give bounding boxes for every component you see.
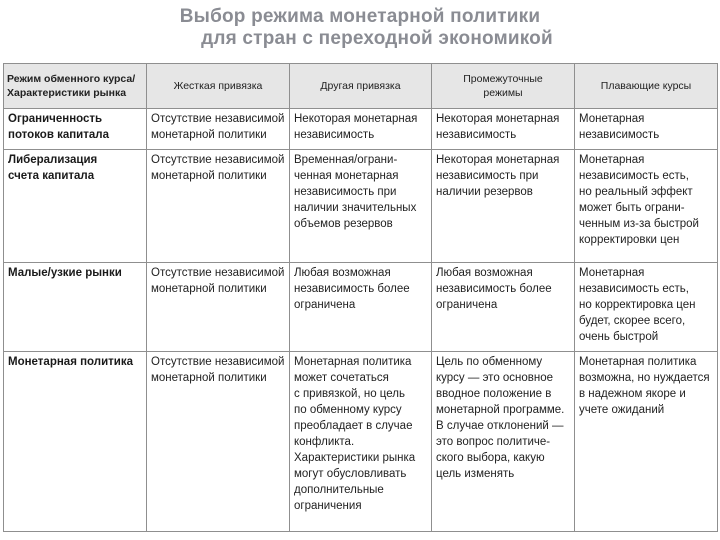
table-cell: Отсутствие независимой монетарной политики	[147, 109, 290, 150]
table-cell: Монетарная независимость	[575, 109, 718, 150]
policy-table	[3, 63, 718, 532]
table-cell: Отсутствие независимой монетарной политики	[147, 263, 290, 352]
title-line-2: для стран с переходной экономикой	[201, 28, 553, 49]
table-header-row	[4, 64, 718, 109]
table-cell: Цель по обменному курсу — это основное вводное положение в монетарной программе. В случае отклонений — это вопрос политиче- ского выбора, какую цель изменять	[432, 352, 575, 532]
table-cell: Монетарная независимость есть, но реальный эффект может быть ограни- ченным из-за быстрой корректировки цен	[575, 150, 718, 263]
table-cell: Некоторая монетарная независимость при наличии резервов	[432, 150, 575, 263]
title-line-1: Выбор режима монетарной политики	[179, 6, 541, 27]
page-title	[0, 6, 720, 50]
header-hard-peg: Жесткая привязка	[147, 64, 290, 109]
table-cell: Любая возможная независимость более ограничена	[432, 263, 575, 352]
table-row	[4, 150, 718, 263]
row-header: Ограниченность потоков капитала	[4, 109, 147, 150]
header-intermediate: Промежуточные режимы	[432, 64, 575, 109]
header-floating: Плавающие курсы	[575, 64, 718, 109]
header-corner: Режим обменного курса/ Характеристики рынка	[4, 64, 147, 109]
table-row	[4, 352, 718, 532]
table-cell: Монетарная политика возможна, но нуждается в надежном якоре и учете ожиданий	[575, 352, 718, 532]
table-cell: Отсутствие независимой монетарной политики	[147, 352, 290, 532]
table-cell: Некоторая монетарная независимость	[290, 109, 432, 150]
row-header: Монетарная политика	[4, 352, 147, 532]
table-cell: Монетарная политика может сочетаться с привязкой, но цель по обменному курсу преобладает в случае конфликта. Характеристики рынка могут обусловливать дополнительные ограничения	[290, 352, 432, 532]
table-row	[4, 263, 718, 352]
table-cell: Монетарная независимость есть, но корректировка цен будет, скорее всего, очень быстрой	[575, 263, 718, 352]
row-header: Малые/узкие рынки	[4, 263, 147, 352]
row-header: Либерализация счета капитала	[4, 150, 147, 263]
table-cell: Временная/ограни- ченная монетарная независимость при наличии значительных объемов резервов	[290, 150, 432, 263]
header-other-peg: Другая привязка	[290, 64, 432, 109]
table-cell: Любая возможная независимость более ограничена	[290, 263, 432, 352]
table-cell: Некоторая монетарная независимость	[432, 109, 575, 150]
table-cell: Отсутствие независимой монетарной политики	[147, 150, 290, 263]
table-row	[4, 109, 718, 150]
